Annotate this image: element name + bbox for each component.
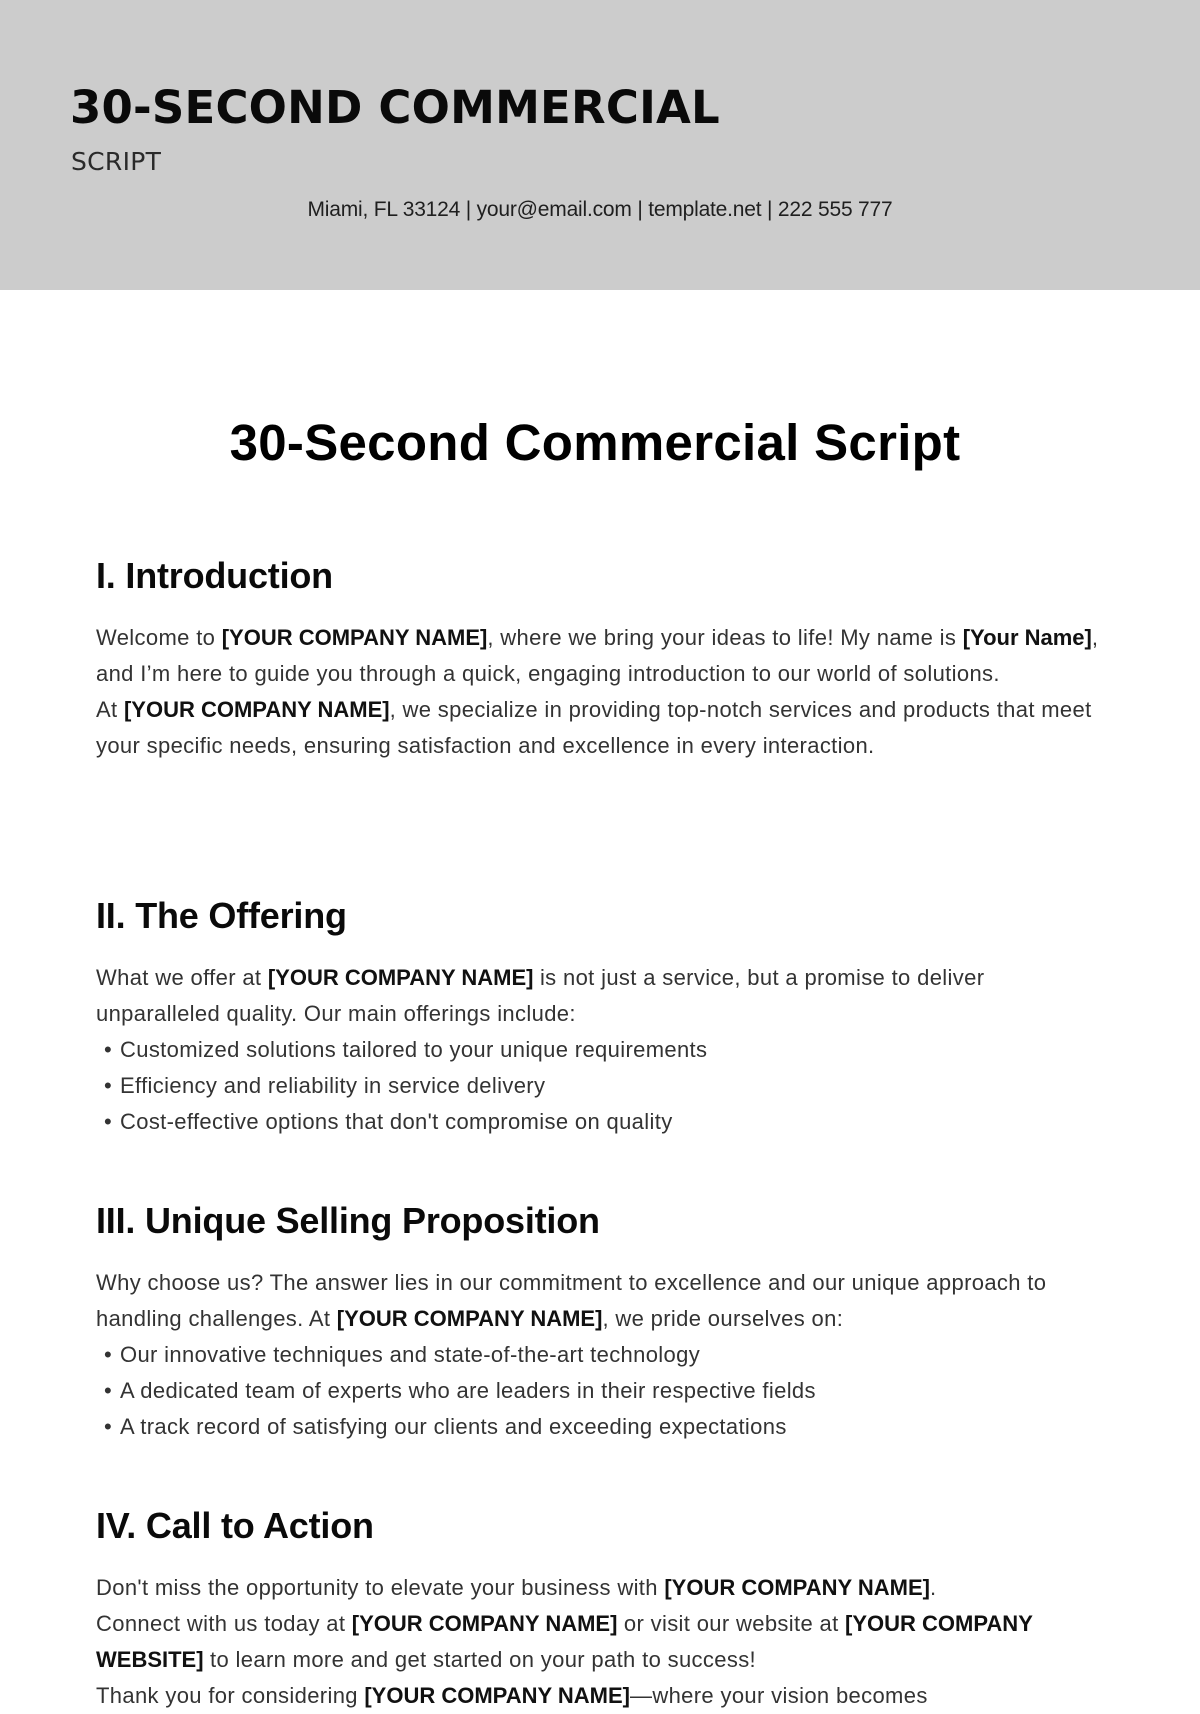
section-heading: II. The Offering [96,895,347,936]
placeholder-company-name: [YOUR COMPANY NAME] [336,1306,603,1331]
text-segment: Welcome to [96,625,222,650]
paragraph [96,960,1106,1032]
bullet-text: A dedicated team of experts who are leaders in their respective fields [120,1378,816,1403]
section-body [96,620,1106,764]
placeholder-company-name: [YOUR COMPANY NAME] [123,697,390,722]
section-body [96,1570,1106,1714]
text-segment: to learn more and get started on your path to success! [203,1647,757,1672]
bullet-list [96,1032,1106,1140]
text-segment: At [96,697,124,722]
placeholder-company-website: [YOUR COMPANY WEBSITE] [96,1611,1033,1672]
placeholder-company-name: [YOUR COMPANY NAME] [364,1683,630,1708]
text-segment: Connect with us today at [96,1611,352,1636]
text-segment: , where we bring your ideas to life! My name is [487,625,963,650]
text-segment: is not just a service, but a promise to deliver unparalleled quality. Our main offerings include: [96,965,985,1026]
text-segment: , we pride ourselves on: [602,1306,844,1331]
bullet-item [96,1032,1106,1068]
bullet-list [96,1337,1106,1445]
document-title: 30-Second Commercial Script [229,414,961,471]
bullet-text: Cost-effective options that don't compromise on quality [120,1109,673,1134]
text-segment: . [929,1575,937,1600]
placeholder-company-name: [YOUR COMPANY NAME] [221,625,488,650]
section-introduction [96,554,1106,764]
text-segment: Don't miss the opportunity to elevate your business with [96,1575,665,1600]
text-segment: , and I’m here to guide you through a quick, engaging introduction to our world of solutions. [96,625,1099,686]
text-segment: Thank you for considering [96,1683,365,1708]
section-call-to-action [96,1504,1106,1714]
bullet-text: Customized solutions tailored to your unique requirements [120,1037,708,1062]
bullet-icon: • [104,1109,113,1134]
bullet-text: Efficiency and reliability in service delivery [120,1073,546,1098]
section-heading: IV. Call to Action [96,1505,374,1546]
bullet-icon: • [104,1342,113,1367]
bullet-item [96,1337,1106,1373]
bullet-text: A track record of satisfying our clients and exceeding expectations [120,1414,787,1439]
header-band [0,0,1200,290]
bullet-item [96,1104,1106,1140]
paragraph [96,692,1106,764]
section-heading: III. Unique Selling Proposition [96,1200,600,1241]
paragraph [96,620,1106,692]
section-body [96,1265,1106,1445]
header-title: 30-SECOND COMMERCIAL [70,81,720,134]
section-offering [96,894,1106,1140]
header-subtitle: SCRIPT [71,147,162,176]
bullet-item [96,1068,1106,1104]
header-contact-info: Miami, FL 33124 | your@email.com | template.net | 222 555 777 [307,198,893,221]
text-segment: or visit our website at [617,1611,846,1636]
bullet-item [96,1409,1106,1445]
paragraph [96,1678,1106,1714]
placeholder-your-name: [Your Name] [962,625,1092,650]
section-heading: I. Introduction [96,555,333,596]
text-segment: What we offer at [96,965,268,990]
paragraph [96,1570,1106,1606]
bullet-icon: • [104,1378,113,1403]
bullet-icon: • [104,1073,113,1098]
text-segment: , we specialize in providing top-notch services and products that meet your specific needs, ensuring satisfaction and excellence in every interaction. [96,697,1092,758]
bullet-icon: • [104,1414,113,1439]
bullet-icon: • [104,1037,113,1062]
paragraph [96,1265,1106,1337]
section-body [96,960,1106,1140]
bullet-text: Our innovative techniques and state-of-the-art technology [120,1342,701,1367]
text-segment: —where your vision becomes [630,1683,928,1708]
placeholder-company-name: [YOUR COMPANY NAME] [351,1611,618,1636]
placeholder-company-name: [YOUR COMPANY NAME] [664,1575,930,1600]
placeholder-company-name: [YOUR COMPANY NAME] [267,965,534,990]
section-unique-selling-proposition [96,1199,1106,1445]
text-segment: Why choose us? The answer lies in our commitment to excellence and our unique approach to handling challenges. At [96,1270,1047,1331]
bullet-item [96,1373,1106,1409]
paragraph [96,1606,1106,1678]
